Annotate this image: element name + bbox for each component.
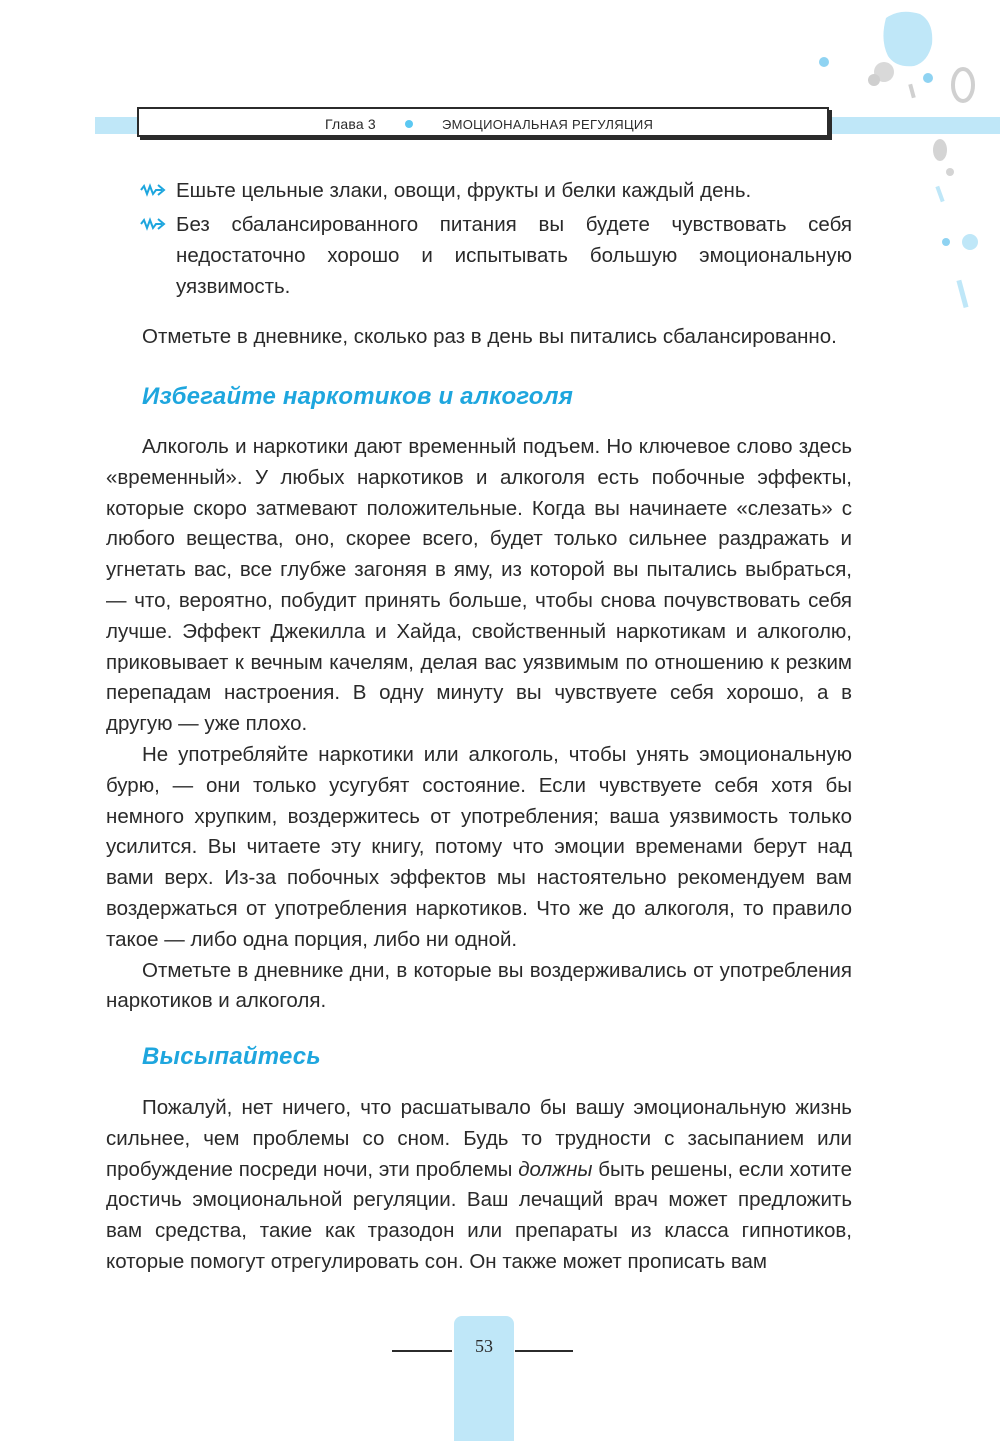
page-tab <box>454 1316 514 1441</box>
header-dot-icon <box>405 120 413 128</box>
section-heading: Высыпайтесь <box>142 1043 321 1070</box>
section-heading: Избегайте наркотиков и алкоголя <box>142 383 574 410</box>
bullet-item <box>140 210 852 302</box>
text-run: Пожалуй, нет ничего, что расшатывало бы вашу эмоциональную жизнь сильнее, чем проблемы со сном. Будь то трудности с засыпанием или пробуждение посреди ночи, эти проблемы <box>106 1096 852 1181</box>
squiggle-arrow-icon <box>140 182 166 198</box>
paragraph: Отметьте в дневнике дни, в которые вы воздерживались от употребления наркотиков и алкоголя. <box>106 958 852 1013</box>
squiggle-arrow-icon <box>140 216 166 232</box>
paragraph <box>106 322 852 353</box>
page-number: 53 <box>475 1336 493 1356</box>
page-rule-right <box>515 1350 573 1352</box>
header-band-right <box>832 117 1000 134</box>
paragraph: Алкоголь и наркотики дают временный подъем. Но ключевое слово здесь «временный». У любых наркотиков и алкоголя есть побочные эффекты, которые скоро затмевают положительные. Когда вы начинаете «слезать» с любого вещества, оно, скорее всего, будет только сильнее раздражать и угнетать вас, все глубже загоняя в яму, из которой вы пытались выбраться, — что, вероятно, побудит принять больше, чтобы снова почувствовать себя лучше. Эффект Джекилла и Хайда, свойственный наркотикам и алкоголю, приковывает к вечным качелям, делая вас уязвимым по отношению к резким перепадам настроения. В одну минуту вы чувствуете себя хорошо, а в другую — уже плохо. <box>106 435 852 736</box>
chapter-title: ЭМОЦИОНАЛЬНАЯ РЕГУЛЯЦИЯ <box>442 117 654 132</box>
bullet-text: Ешьте цельные злаки, овощи, фрукты и белки каждый день. <box>176 179 752 202</box>
page-rule-left <box>392 1350 452 1352</box>
text-run: быть решены, если хотите достичь эмоциональной регуляции. Ваш лечащий врач может предложить вам средства, такие как тразодон или препараты из класса гипнотиков, которые помогут отрегулировать сон. Он также может прописать вам <box>106 1157 852 1273</box>
paragraph: Не употребляйте наркотики или алкоголь, чтобы унять эмоциональную бурю, — они только усугубят состояние. Если чувствуете себя хотя бы немного хрупким, воздержитесь от употребления; ваша уязвимость только усилится. Вы читаете эту книгу, потому что эмоции временами берут над вами верх. Из-за побочных эффектов мы настоятельно рекомендуем вам воздержаться от употребления наркотиков. Что же до алкоголя, то правило такое — либо одна порция, либо ни одной. <box>106 742 852 951</box>
header-band-left <box>95 117 140 134</box>
running-header <box>137 107 829 137</box>
emphasis: должны <box>518 1157 593 1181</box>
section-body <box>106 432 852 1017</box>
paragraph <box>106 1093 852 1278</box>
nutrition-note: Отметьте в дневнике, сколько раз в день вы питались сбалансированно. <box>142 325 837 348</box>
bullet-text: Без сбалансированного питания вы будете чувствовать себя недостаточно хорошо и испытывать большую эмоциональную уязвимость. <box>176 213 852 298</box>
section-body <box>106 1093 852 1278</box>
bullet-item <box>140 176 852 207</box>
chapter-label: Глава 3 <box>325 116 376 132</box>
